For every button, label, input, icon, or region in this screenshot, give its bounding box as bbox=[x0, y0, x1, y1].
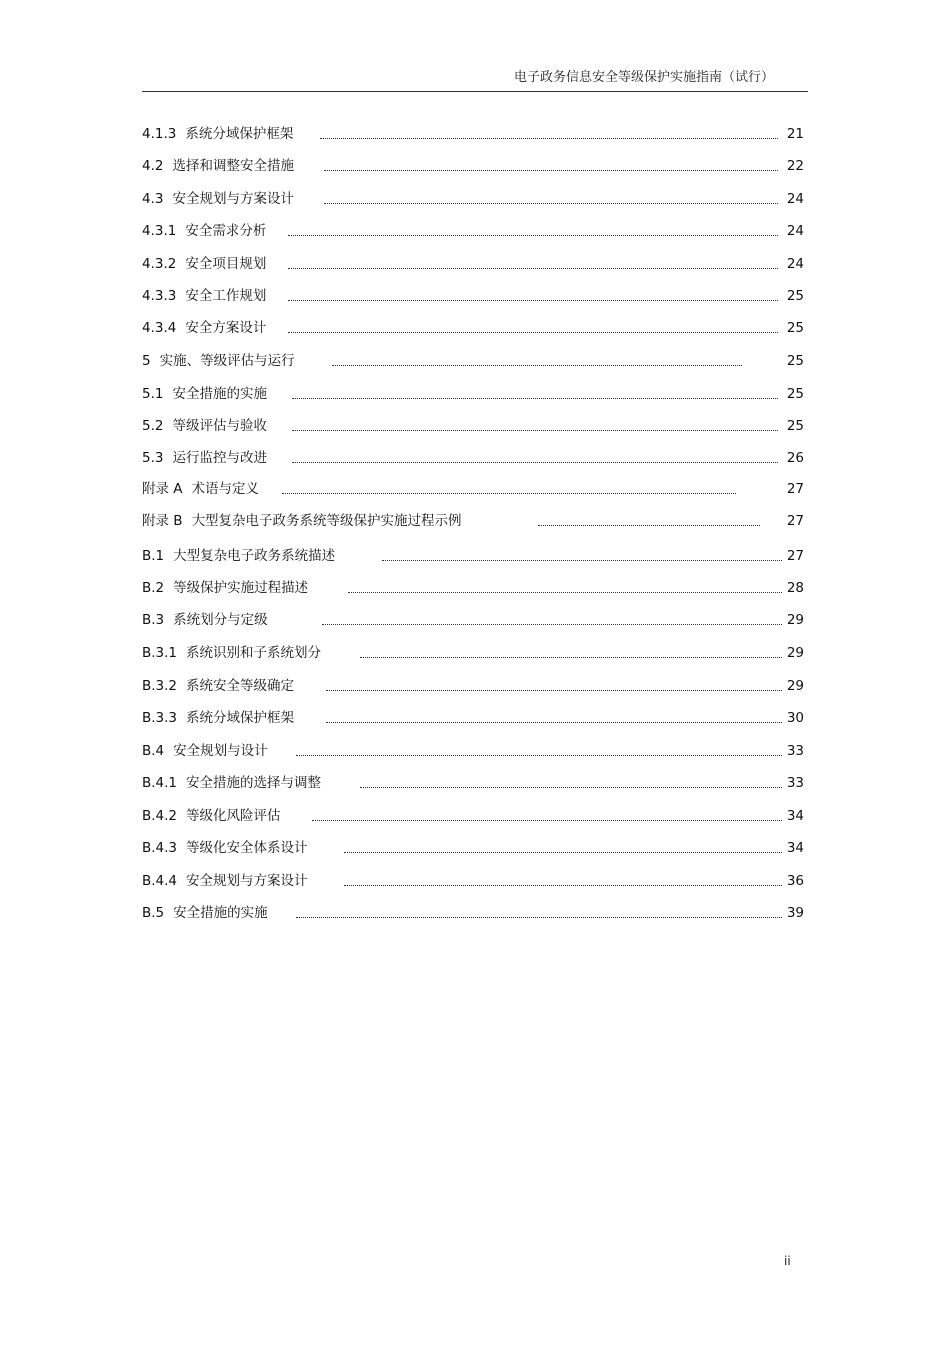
toc-dot-leader bbox=[296, 917, 782, 918]
toc-entry-title: 安全工作规划 bbox=[185, 288, 267, 304]
toc-entry-page: 34 bbox=[786, 840, 804, 856]
toc-entry-number: B.5 bbox=[142, 905, 165, 921]
toc-entry-title: 等级保护实施过程描述 bbox=[173, 580, 309, 596]
toc-dot-leader bbox=[288, 268, 778, 269]
toc-entry-title: 等级化安全体系设计 bbox=[186, 840, 308, 856]
toc-entry[interactable] bbox=[142, 572, 808, 604]
toc-entry[interactable] bbox=[142, 473, 808, 505]
toc-entry-number: 附录 B bbox=[142, 513, 183, 529]
toc-dot-leader bbox=[292, 430, 778, 431]
toc-dot-leader bbox=[348, 592, 782, 593]
toc-dot-leader bbox=[288, 300, 778, 301]
toc-entry-page: 22 bbox=[786, 158, 804, 174]
toc-entry-page: 29 bbox=[786, 645, 804, 661]
toc-entry-number: 附录 A bbox=[142, 481, 183, 497]
toc-entry-number: B.4.1 bbox=[142, 775, 178, 791]
toc-entry[interactable] bbox=[142, 215, 808, 247]
toc-entry[interactable] bbox=[142, 670, 808, 702]
toc-entry[interactable] bbox=[142, 735, 808, 767]
toc-entry-number: 5 bbox=[142, 353, 151, 369]
toc-entry-number: 4.1.3 bbox=[142, 126, 177, 142]
header-divider bbox=[142, 91, 808, 92]
toc-entry[interactable] bbox=[142, 604, 808, 636]
toc-entry-title: 系统分域保护框架 bbox=[186, 710, 295, 726]
toc-entry-number: 5.1 bbox=[142, 386, 164, 402]
toc-dot-leader bbox=[324, 203, 778, 204]
toc-entry-number: B.4.3 bbox=[142, 840, 178, 856]
toc-entry-title: 大型复杂电子政务系统描述 bbox=[173, 548, 336, 564]
toc-entry-number: B.4.4 bbox=[142, 873, 178, 889]
toc-dot-leader bbox=[332, 365, 742, 366]
toc-entry-title: 安全项目规划 bbox=[185, 256, 267, 272]
toc-dot-leader bbox=[360, 787, 782, 788]
toc-entry[interactable] bbox=[142, 280, 808, 312]
toc-entry-number: B.3 bbox=[142, 612, 165, 628]
toc-entry[interactable] bbox=[142, 767, 808, 799]
toc-dot-leader bbox=[322, 624, 782, 625]
toc-entry-title: 实施、等级评估与运行 bbox=[159, 353, 295, 369]
toc-entry[interactable] bbox=[142, 897, 808, 929]
toc-entry-page: 26 bbox=[786, 450, 804, 466]
toc-entry-title: 系统安全等级确定 bbox=[186, 678, 295, 694]
toc-entry-title: 安全方案设计 bbox=[185, 320, 267, 336]
toc-entry-page: 36 bbox=[786, 873, 804, 889]
toc-dot-leader bbox=[288, 332, 778, 333]
toc-dot-leader bbox=[292, 398, 778, 399]
toc-entry-title: 系统识别和子系统划分 bbox=[186, 645, 322, 661]
toc-entry-page: 27 bbox=[786, 513, 804, 529]
toc-entry-title: 安全措施的实施 bbox=[173, 905, 268, 921]
toc-entry-title: 安全措施的选择与调整 bbox=[186, 775, 322, 791]
toc-entry[interactable] bbox=[142, 248, 808, 280]
toc-entry-number: B.3.1 bbox=[142, 645, 178, 661]
toc-dot-leader bbox=[292, 462, 778, 463]
toc-entry-page: 24 bbox=[786, 256, 804, 272]
toc-dot-leader bbox=[320, 138, 778, 139]
toc-entry[interactable] bbox=[142, 540, 808, 572]
toc-entry-page: 27 bbox=[786, 481, 804, 497]
toc-entry-title: 术语与定义 bbox=[191, 481, 260, 497]
toc-dot-leader bbox=[324, 170, 778, 171]
toc-entry-number: 4.2 bbox=[142, 158, 164, 174]
toc-entry[interactable] bbox=[142, 865, 808, 897]
toc-entry[interactable] bbox=[142, 505, 808, 537]
toc-entry[interactable] bbox=[142, 442, 808, 474]
toc-entry-page: 25 bbox=[786, 288, 804, 304]
toc-entry[interactable] bbox=[142, 832, 808, 864]
toc-dot-leader bbox=[382, 560, 782, 561]
toc-entry-page: 28 bbox=[786, 580, 804, 596]
toc-entry-page: 24 bbox=[786, 223, 804, 239]
toc-entry-number: B.3.3 bbox=[142, 710, 178, 726]
toc-entry-title: 安全规划与设计 bbox=[173, 743, 268, 759]
toc-entry-number: B.2 bbox=[142, 580, 165, 596]
toc-entry-title: 安全措施的实施 bbox=[172, 386, 267, 402]
toc-entry-title: 等级化风险评估 bbox=[186, 808, 281, 824]
toc-entry[interactable] bbox=[142, 312, 808, 344]
toc-entry-title: 选择和调整安全措施 bbox=[172, 158, 294, 174]
toc-entry-page: 39 bbox=[786, 905, 804, 921]
toc-entry-number: 4.3.2 bbox=[142, 256, 177, 272]
toc-entry-number: 4.3.4 bbox=[142, 320, 177, 336]
toc-entry[interactable] bbox=[142, 702, 808, 734]
toc-entry-number: 4.3.1 bbox=[142, 223, 177, 239]
toc-dot-leader bbox=[344, 852, 782, 853]
toc-entry-page: 30 bbox=[786, 710, 804, 726]
toc-entry[interactable] bbox=[142, 150, 808, 182]
toc-entry-title: 系统划分与定级 bbox=[173, 612, 268, 628]
toc-entry[interactable] bbox=[142, 118, 808, 150]
toc-entry-page: 24 bbox=[786, 191, 804, 207]
toc-entry-page: 33 bbox=[786, 743, 804, 759]
running-header-title: 电子政务信息安全等级保护实施指南（试行） bbox=[513, 70, 774, 85]
toc-entry-number: B.1 bbox=[142, 548, 165, 564]
toc-entry-title: 安全需求分析 bbox=[185, 223, 267, 239]
toc-entry[interactable] bbox=[142, 183, 808, 215]
toc-entry-page: 25 bbox=[786, 320, 804, 336]
toc-entry-page: 25 bbox=[786, 386, 804, 402]
toc-entry-page: 34 bbox=[786, 808, 804, 824]
toc-entry[interactable] bbox=[142, 637, 808, 669]
toc-entry-title: 安全规划与方案设计 bbox=[172, 191, 294, 207]
toc-entry-number: 5.2 bbox=[142, 418, 164, 434]
toc-dot-leader bbox=[538, 525, 760, 526]
toc-entry-page: 25 bbox=[786, 418, 804, 434]
page-number: ii bbox=[784, 1254, 791, 1268]
toc-entry-title: 等级评估与验收 bbox=[172, 418, 267, 434]
toc-dot-leader bbox=[288, 235, 778, 236]
toc-entry-page: 21 bbox=[786, 126, 804, 142]
toc-entry[interactable] bbox=[142, 345, 808, 377]
toc-entry-page: 33 bbox=[786, 775, 804, 791]
toc-entry-number: B.3.2 bbox=[142, 678, 178, 694]
toc-entry[interactable] bbox=[142, 410, 808, 442]
toc-dot-leader bbox=[326, 722, 782, 723]
toc-entry-title: 大型复杂电子政务系统等级保护实施过程示例 bbox=[191, 513, 462, 529]
toc-entry-page: 25 bbox=[786, 353, 804, 369]
toc-entry-number: 4.3.3 bbox=[142, 288, 177, 304]
toc-entry[interactable] bbox=[142, 800, 808, 832]
toc-entry-page: 27 bbox=[786, 548, 804, 564]
toc-entry-page: 29 bbox=[786, 612, 804, 628]
toc-dot-leader bbox=[326, 690, 782, 691]
toc-entry-number: B.4 bbox=[142, 743, 165, 759]
toc-dot-leader bbox=[360, 657, 782, 658]
toc-dot-leader bbox=[282, 493, 736, 494]
toc-entry-number: 4.3 bbox=[142, 191, 164, 207]
toc-entry-number: 5.3 bbox=[142, 450, 164, 466]
toc-entry-number: B.4.2 bbox=[142, 808, 178, 824]
toc-dot-leader bbox=[344, 885, 782, 886]
toc-dot-leader bbox=[312, 820, 782, 821]
toc-entry-title: 系统分域保护框架 bbox=[185, 126, 294, 142]
toc-entry[interactable] bbox=[142, 378, 808, 410]
toc-entry-page: 29 bbox=[786, 678, 804, 694]
toc-entry-title: 安全规划与方案设计 bbox=[186, 873, 308, 889]
toc-dot-leader bbox=[296, 755, 782, 756]
toc-entry-title: 运行监控与改进 bbox=[172, 450, 267, 466]
